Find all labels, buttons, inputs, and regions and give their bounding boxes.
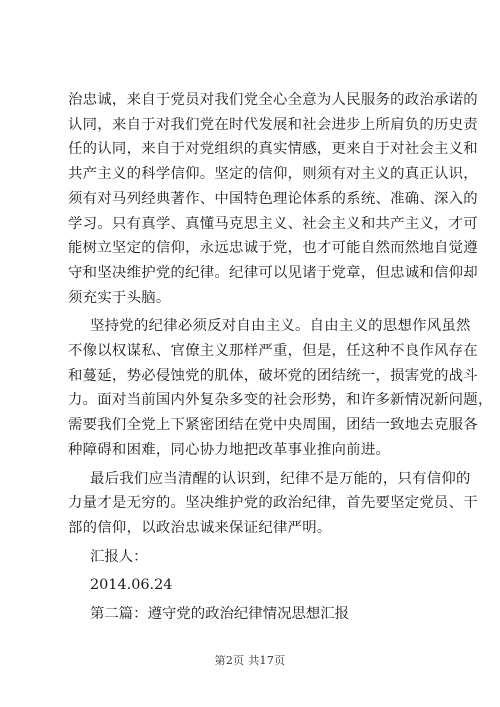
text-line: 部的信仰，以政治忠诚来保证纪律严明。 (68, 519, 332, 536)
paragraph-2 (68, 314, 493, 462)
text-line: 守和坚决维护党的纪律。纪律可以见诸于党章，但忠诚和信仰却 (68, 264, 478, 281)
text-line: 力量才是无穷的。坚决维护党的政治纪律，首先要坚定党员、干 (68, 495, 478, 512)
text-line: 不像以权谋私、官僚主义那样严重，但是，任这种不良作风存在 (68, 343, 478, 360)
text-line: 学习。只有真学、真懂马克思主义、社会主义和共产主义，才可 (68, 215, 478, 232)
text-line: 治忠诚，来自于党员对我们党全心全意为人民服务的政治承诺的 (68, 92, 478, 108)
next-article-title: 第二篇：遵守党的政治纪律情况思想汇报 (90, 606, 350, 623)
report-date: 2014.06.24 (90, 577, 173, 594)
document-body (68, 88, 493, 627)
text-line: 和蔓延，势必侵蚀党的肌体，破坏党的团结统一，损害党的战斗 (68, 367, 478, 384)
paragraph-3 (68, 467, 478, 541)
text-line: 种障碍和困难，同心协力地把改革事业推向前进。 (68, 441, 391, 458)
text-line: 最后我们应当清醒的认识到，纪律不是万能的，只有信仰的 (90, 470, 471, 487)
text-line: 认同，来自于对我们党在时代发展和社会进步上所肩负的历史责 (68, 116, 478, 133)
text-line: 能树立坚定的信仰，永远忠诚于党，也才可能自然而然地自觉遵 (68, 240, 478, 257)
text-line: 任的认同，来自于对党组织的真实情感，更来自于对社会主义和 (68, 141, 478, 158)
text-line: 须有对马列经典著作、中国特色理论体系的系统、准确、深入的 (68, 190, 478, 207)
paragraph-1 (68, 88, 478, 310)
text-line: 须充实于头脑。 (68, 289, 171, 306)
page-footer: 第2页 共17页 (214, 654, 286, 667)
text-line: 需要我们全党上下紧密团结在党中央周围，团结一致地去克服各 (68, 417, 478, 434)
text-line: 力。面对当前国内外复杂多变的社会形势，和许多新情况新问题， (68, 392, 493, 409)
text-line: 共产主义的科学信仰。坚定的信仰，则须有对主义的真正认识， (68, 166, 478, 183)
text-line: 坚持党的纪律必须反对自由主义。自由主义的思想作风虽然 (90, 318, 471, 335)
reporter-label: 汇报人： (90, 548, 148, 565)
